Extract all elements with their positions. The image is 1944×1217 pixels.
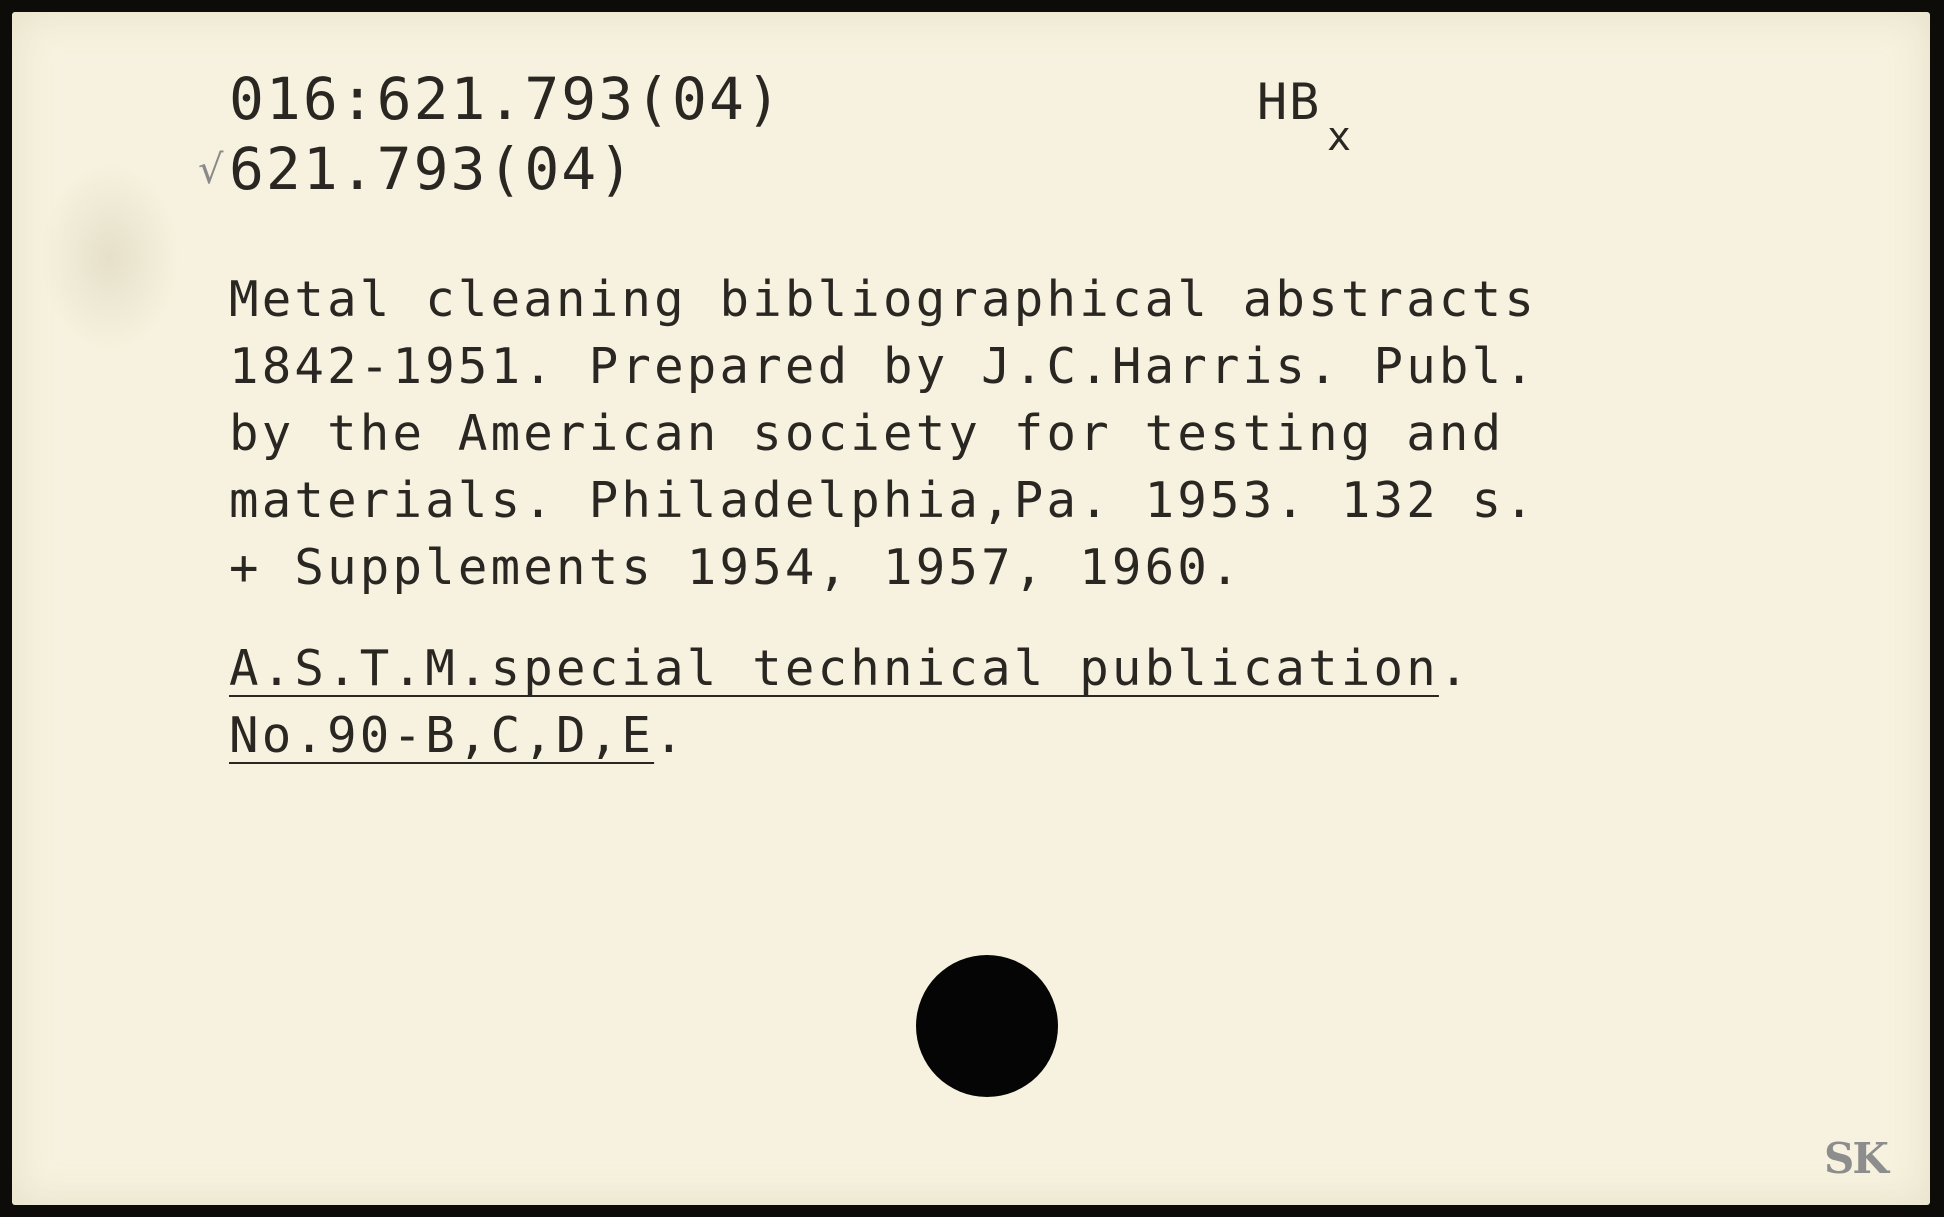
paper-stain [40, 162, 180, 352]
classification-number-primary: 016:621.793(04) [229, 65, 783, 133]
description-line: materials. Philadelphia,Pa. 1953. 132 s. [229, 472, 1538, 529]
classification-number-secondary: 621.793(04) [229, 135, 636, 203]
punch-hole [916, 955, 1058, 1097]
description-line: + Supplements 1954, 1957, 1960. [229, 539, 1243, 596]
check-mark: √ [198, 147, 224, 193]
location-subscript: x [1327, 114, 1354, 160]
series-number-period: . [654, 707, 687, 764]
description-line: 1842-1951. Prepared by J.C.Harris. Publ. [229, 338, 1538, 395]
description-line: by the American society for testing and [229, 405, 1505, 462]
series-statement-line-1 [229, 639, 1472, 699]
series-statement-line-2 [229, 706, 687, 766]
series-number: No.90-B,C,D,E [229, 707, 655, 764]
catalog-card [12, 12, 1930, 1205]
description-line: Metal cleaning bibliographical abstracts [229, 271, 1538, 328]
location-code: HB [1257, 73, 1322, 131]
series-title-period: . [1438, 640, 1472, 697]
series-title: A.S.T.M.special technical publication [229, 640, 1439, 697]
library-stamp: SK [1824, 1134, 1887, 1183]
